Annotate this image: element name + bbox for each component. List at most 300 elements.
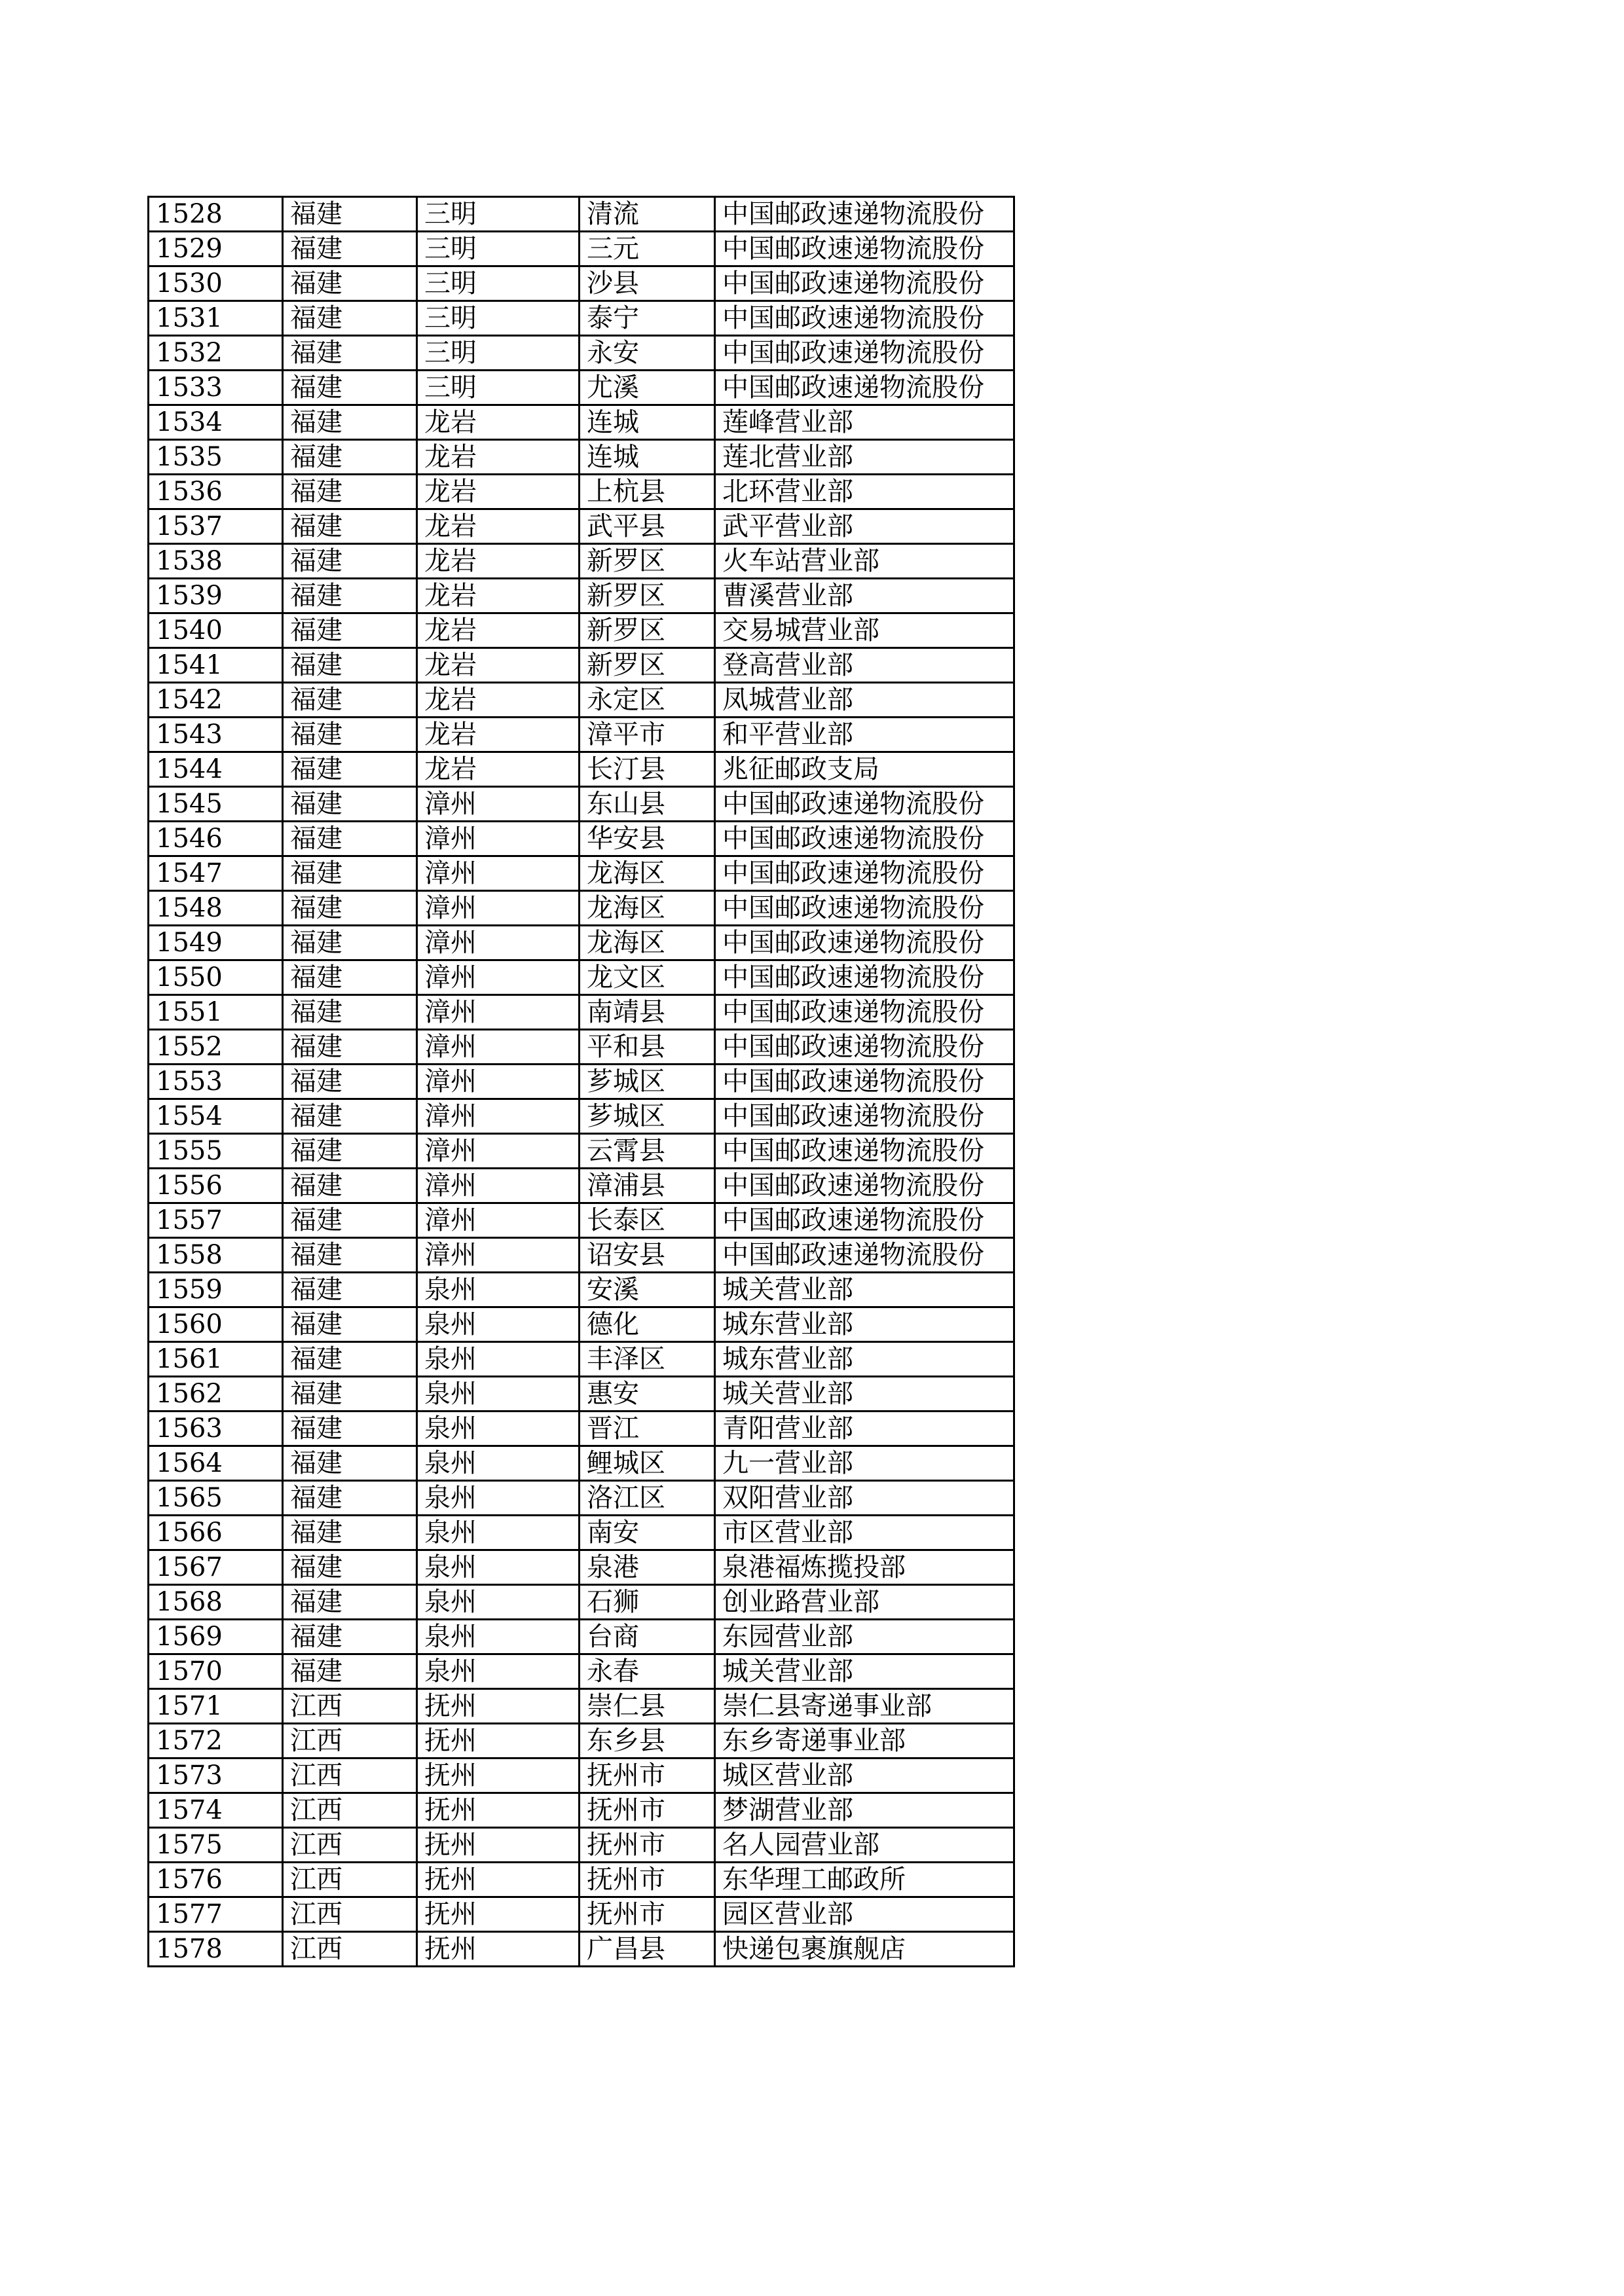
row-number-cell: 1569	[149, 1620, 283, 1654]
province-cell: 福建	[283, 960, 417, 995]
province-cell: 福建	[283, 544, 417, 579]
province-cell: 福建	[283, 1342, 417, 1377]
table-row	[149, 1758, 1014, 1793]
row-number-cell: 1563	[149, 1412, 283, 1446]
table-row	[149, 1030, 1014, 1065]
row-number-cell: 1570	[149, 1654, 283, 1689]
table-row	[149, 1932, 1014, 1967]
county-cell: 云霄县	[580, 1134, 715, 1169]
county-cell: 龙海区	[580, 926, 715, 960]
table-row	[149, 232, 1014, 266]
data-table	[147, 196, 1015, 1967]
row-number-cell: 1539	[149, 579, 283, 613]
city-cell: 泉州	[417, 1412, 580, 1446]
table-row	[149, 822, 1014, 856]
outlet-name-cell: 莲北营业部	[715, 440, 1014, 475]
city-cell: 泉州	[417, 1585, 580, 1620]
table-row	[149, 752, 1014, 787]
outlet-name-cell: 凤城营业部	[715, 683, 1014, 718]
province-cell: 江西	[283, 1828, 417, 1863]
outlet-name-cell: 中国邮政速递物流股份	[715, 995, 1014, 1030]
county-cell: 永安	[580, 336, 715, 371]
outlet-name-cell: 城区营业部	[715, 1758, 1014, 1793]
county-cell: 东山县	[580, 787, 715, 822]
city-cell: 漳州	[417, 1169, 580, 1203]
province-cell: 福建	[283, 475, 417, 509]
county-cell: 丰泽区	[580, 1342, 715, 1377]
county-cell: 安溪	[580, 1273, 715, 1307]
county-cell: 三元	[580, 232, 715, 266]
province-cell: 福建	[283, 509, 417, 544]
outlet-name-cell: 快递包裹旗舰店	[715, 1932, 1014, 1967]
province-cell: 福建	[283, 926, 417, 960]
row-number-cell: 1573	[149, 1758, 283, 1793]
outlet-name-cell: 中国邮政速递物流股份	[715, 926, 1014, 960]
row-number-cell: 1568	[149, 1585, 283, 1620]
row-number-cell: 1542	[149, 683, 283, 718]
province-cell: 福建	[283, 301, 417, 336]
city-cell: 抚州	[417, 1863, 580, 1897]
row-number-cell: 1567	[149, 1550, 283, 1585]
row-number-cell: 1572	[149, 1724, 283, 1758]
county-cell: 洛江区	[580, 1481, 715, 1516]
county-cell: 石狮	[580, 1585, 715, 1620]
city-cell: 泉州	[417, 1342, 580, 1377]
county-cell: 长泰区	[580, 1203, 715, 1238]
table-row	[149, 648, 1014, 683]
city-cell: 漳州	[417, 856, 580, 891]
county-cell: 新罗区	[580, 613, 715, 648]
city-cell: 漳州	[417, 926, 580, 960]
city-cell: 龙岩	[417, 405, 580, 440]
county-cell: 龙文区	[580, 960, 715, 995]
city-cell: 三明	[417, 371, 580, 405]
table-row	[149, 1550, 1014, 1585]
table-row	[149, 1065, 1014, 1099]
city-cell: 泉州	[417, 1446, 580, 1481]
table-row	[149, 1446, 1014, 1481]
row-number-cell: 1535	[149, 440, 283, 475]
outlet-name-cell: 泉港福炼揽投部	[715, 1550, 1014, 1585]
table-row	[149, 1828, 1014, 1863]
outlet-name-cell: 中国邮政速递物流股份	[715, 1065, 1014, 1099]
city-cell: 龙岩	[417, 648, 580, 683]
row-number-cell: 1578	[149, 1932, 283, 1967]
outlet-name-cell: 中国邮政速递物流股份	[715, 1134, 1014, 1169]
row-number-cell: 1558	[149, 1238, 283, 1273]
outlet-name-cell: 曹溪营业部	[715, 579, 1014, 613]
county-cell: 泰宁	[580, 301, 715, 336]
county-cell: 广昌县	[580, 1932, 715, 1967]
city-cell: 漳州	[417, 1238, 580, 1273]
city-cell: 龙岩	[417, 509, 580, 544]
county-cell: 南靖县	[580, 995, 715, 1030]
table-row	[149, 1307, 1014, 1342]
table-row	[149, 960, 1014, 995]
row-number-cell: 1571	[149, 1689, 283, 1724]
outlet-name-cell: 中国邮政速递物流股份	[715, 266, 1014, 301]
row-number-cell: 1533	[149, 371, 283, 405]
table-row	[149, 1689, 1014, 1724]
outlet-name-cell: 梦湖营业部	[715, 1793, 1014, 1828]
city-cell: 抚州	[417, 1793, 580, 1828]
city-cell: 龙岩	[417, 475, 580, 509]
province-cell: 福建	[283, 1654, 417, 1689]
row-number-cell: 1559	[149, 1273, 283, 1307]
province-cell: 福建	[283, 1377, 417, 1412]
province-cell: 福建	[283, 1620, 417, 1654]
outlet-name-cell: 中国邮政速递物流股份	[715, 197, 1014, 232]
county-cell: 尤溪	[580, 371, 715, 405]
province-cell: 江西	[283, 1758, 417, 1793]
outlet-name-cell: 园区营业部	[715, 1897, 1014, 1932]
row-number-cell: 1561	[149, 1342, 283, 1377]
row-number-cell: 1530	[149, 266, 283, 301]
outlet-name-cell: 九一营业部	[715, 1446, 1014, 1481]
outlet-name-cell: 创业路营业部	[715, 1585, 1014, 1620]
outlet-name-cell: 城东营业部	[715, 1307, 1014, 1342]
county-cell: 抚州市	[580, 1793, 715, 1828]
table-row	[149, 718, 1014, 752]
table-body	[149, 197, 1014, 1967]
province-cell: 福建	[283, 336, 417, 371]
county-cell: 东乡县	[580, 1724, 715, 1758]
table-row	[149, 1377, 1014, 1412]
city-cell: 抚州	[417, 1828, 580, 1863]
city-cell: 泉州	[417, 1377, 580, 1412]
outlet-name-cell: 和平营业部	[715, 718, 1014, 752]
table-row	[149, 1169, 1014, 1203]
outlet-name-cell: 城东营业部	[715, 1342, 1014, 1377]
county-cell: 连城	[580, 440, 715, 475]
province-cell: 福建	[283, 197, 417, 232]
city-cell: 漳州	[417, 822, 580, 856]
row-number-cell: 1560	[149, 1307, 283, 1342]
province-cell: 福建	[283, 683, 417, 718]
county-cell: 抚州市	[580, 1828, 715, 1863]
county-cell: 鲤城区	[580, 1446, 715, 1481]
county-cell: 漳平市	[580, 718, 715, 752]
table-row	[149, 995, 1014, 1030]
table-row	[149, 1481, 1014, 1516]
table-row	[149, 1203, 1014, 1238]
province-cell: 福建	[283, 1412, 417, 1446]
outlet-name-cell: 双阳营业部	[715, 1481, 1014, 1516]
table-row	[149, 787, 1014, 822]
row-number-cell: 1532	[149, 336, 283, 371]
province-cell: 江西	[283, 1724, 417, 1758]
row-number-cell: 1540	[149, 613, 283, 648]
table-row	[149, 891, 1014, 926]
outlet-name-cell: 中国邮政速递物流股份	[715, 1099, 1014, 1134]
province-cell: 福建	[283, 1169, 417, 1203]
county-cell: 华安县	[580, 822, 715, 856]
county-cell: 龙海区	[580, 856, 715, 891]
outlet-name-cell: 崇仁县寄递事业部	[715, 1689, 1014, 1724]
city-cell: 抚州	[417, 1758, 580, 1793]
city-cell: 漳州	[417, 891, 580, 926]
row-number-cell: 1541	[149, 648, 283, 683]
province-cell: 福建	[283, 371, 417, 405]
province-cell: 福建	[283, 232, 417, 266]
row-number-cell: 1552	[149, 1030, 283, 1065]
city-cell: 泉州	[417, 1273, 580, 1307]
table-row	[149, 475, 1014, 509]
outlet-name-cell: 中国邮政速递物流股份	[715, 232, 1014, 266]
city-cell: 漳州	[417, 1065, 580, 1099]
table-row	[149, 1654, 1014, 1689]
outlet-name-cell: 北环营业部	[715, 475, 1014, 509]
row-number-cell: 1528	[149, 197, 283, 232]
table-row	[149, 509, 1014, 544]
county-cell: 新罗区	[580, 544, 715, 579]
city-cell: 泉州	[417, 1481, 580, 1516]
province-cell: 福建	[283, 648, 417, 683]
table-row	[149, 1724, 1014, 1758]
outlet-name-cell: 东园营业部	[715, 1620, 1014, 1654]
row-number-cell: 1529	[149, 232, 283, 266]
row-number-cell: 1550	[149, 960, 283, 995]
province-cell: 福建	[283, 1099, 417, 1134]
county-cell: 漳浦县	[580, 1169, 715, 1203]
province-cell: 福建	[283, 405, 417, 440]
county-cell: 平和县	[580, 1030, 715, 1065]
outlet-name-cell: 兆征邮政支局	[715, 752, 1014, 787]
outlet-name-cell: 中国邮政速递物流股份	[715, 1203, 1014, 1238]
province-cell: 福建	[283, 995, 417, 1030]
province-cell: 福建	[283, 266, 417, 301]
province-cell: 福建	[283, 1273, 417, 1307]
city-cell: 抚州	[417, 1897, 580, 1932]
row-number-cell: 1536	[149, 475, 283, 509]
row-number-cell: 1575	[149, 1828, 283, 1863]
outlet-name-cell: 城关营业部	[715, 1273, 1014, 1307]
row-number-cell: 1549	[149, 926, 283, 960]
row-number-cell: 1537	[149, 509, 283, 544]
province-cell: 福建	[283, 579, 417, 613]
county-cell: 清流	[580, 197, 715, 232]
outlet-name-cell: 交易城营业部	[715, 613, 1014, 648]
city-cell: 漳州	[417, 995, 580, 1030]
table-row	[149, 1516, 1014, 1550]
outlet-name-cell: 火车站营业部	[715, 544, 1014, 579]
city-cell: 漳州	[417, 1134, 580, 1169]
row-number-cell: 1538	[149, 544, 283, 579]
row-number-cell: 1543	[149, 718, 283, 752]
table-row	[149, 1342, 1014, 1377]
province-cell: 福建	[283, 1030, 417, 1065]
row-number-cell: 1577	[149, 1897, 283, 1932]
row-number-cell: 1553	[149, 1065, 283, 1099]
outlet-name-cell: 中国邮政速递物流股份	[715, 856, 1014, 891]
county-cell: 泉港	[580, 1550, 715, 1585]
outlet-name-cell: 东华理工邮政所	[715, 1863, 1014, 1897]
city-cell: 龙岩	[417, 613, 580, 648]
city-cell: 抚州	[417, 1932, 580, 1967]
city-cell: 龙岩	[417, 544, 580, 579]
county-cell: 芗城区	[580, 1065, 715, 1099]
city-cell: 龙岩	[417, 718, 580, 752]
province-cell: 江西	[283, 1897, 417, 1932]
table-row	[149, 856, 1014, 891]
province-cell: 福建	[283, 787, 417, 822]
row-number-cell: 1556	[149, 1169, 283, 1203]
city-cell: 龙岩	[417, 752, 580, 787]
county-cell: 晋江	[580, 1412, 715, 1446]
city-cell: 漳州	[417, 787, 580, 822]
table-row	[149, 1897, 1014, 1932]
city-cell: 三明	[417, 266, 580, 301]
county-cell: 武平县	[580, 509, 715, 544]
table-row	[149, 1620, 1014, 1654]
province-cell: 福建	[283, 440, 417, 475]
city-cell: 抚州	[417, 1724, 580, 1758]
table-row	[149, 579, 1014, 613]
province-cell: 江西	[283, 1863, 417, 1897]
table-row	[149, 1238, 1014, 1273]
county-cell: 惠安	[580, 1377, 715, 1412]
table-row	[149, 405, 1014, 440]
table-row	[149, 336, 1014, 371]
outlet-name-cell: 中国邮政速递物流股份	[715, 336, 1014, 371]
province-cell: 江西	[283, 1793, 417, 1828]
row-number-cell: 1547	[149, 856, 283, 891]
province-cell: 福建	[283, 1203, 417, 1238]
row-number-cell: 1574	[149, 1793, 283, 1828]
province-cell: 江西	[283, 1932, 417, 1967]
city-cell: 抚州	[417, 1689, 580, 1724]
province-cell: 福建	[283, 1238, 417, 1273]
outlet-name-cell: 中国邮政速递物流股份	[715, 301, 1014, 336]
county-cell: 德化	[580, 1307, 715, 1342]
table-row	[149, 1099, 1014, 1134]
outlet-name-cell: 青阳营业部	[715, 1412, 1014, 1446]
table-row	[149, 1273, 1014, 1307]
row-number-cell: 1531	[149, 301, 283, 336]
county-cell: 上杭县	[580, 475, 715, 509]
province-cell: 福建	[283, 613, 417, 648]
province-cell: 福建	[283, 1585, 417, 1620]
city-cell: 漳州	[417, 960, 580, 995]
row-number-cell: 1548	[149, 891, 283, 926]
county-cell: 长汀县	[580, 752, 715, 787]
city-cell: 龙岩	[417, 683, 580, 718]
row-number-cell: 1566	[149, 1516, 283, 1550]
city-cell: 泉州	[417, 1307, 580, 1342]
county-cell: 抚州市	[580, 1758, 715, 1793]
row-number-cell: 1565	[149, 1481, 283, 1516]
city-cell: 泉州	[417, 1550, 580, 1585]
city-cell: 漳州	[417, 1030, 580, 1065]
row-number-cell: 1534	[149, 405, 283, 440]
county-cell: 新罗区	[580, 648, 715, 683]
province-cell: 福建	[283, 1065, 417, 1099]
outlet-name-cell: 中国邮政速递物流股份	[715, 371, 1014, 405]
table-row	[149, 683, 1014, 718]
table-row	[149, 1793, 1014, 1828]
county-cell: 芗城区	[580, 1099, 715, 1134]
city-cell: 漳州	[417, 1099, 580, 1134]
outlet-name-cell: 中国邮政速递物流股份	[715, 1030, 1014, 1065]
outlet-name-cell: 东乡寄递事业部	[715, 1724, 1014, 1758]
county-cell: 新罗区	[580, 579, 715, 613]
row-number-cell: 1544	[149, 752, 283, 787]
row-number-cell: 1545	[149, 787, 283, 822]
city-cell: 三明	[417, 197, 580, 232]
county-cell: 永定区	[580, 683, 715, 718]
county-cell: 崇仁县	[580, 1689, 715, 1724]
row-number-cell: 1557	[149, 1203, 283, 1238]
province-cell: 江西	[283, 1689, 417, 1724]
row-number-cell: 1562	[149, 1377, 283, 1412]
row-number-cell: 1576	[149, 1863, 283, 1897]
outlet-name-cell: 中国邮政速递物流股份	[715, 822, 1014, 856]
table-row	[149, 266, 1014, 301]
outlet-name-cell: 市区营业部	[715, 1516, 1014, 1550]
province-cell: 福建	[283, 1516, 417, 1550]
province-cell: 福建	[283, 1481, 417, 1516]
province-cell: 福建	[283, 891, 417, 926]
outlet-name-cell: 中国邮政速递物流股份	[715, 960, 1014, 995]
county-cell: 永春	[580, 1654, 715, 1689]
city-cell: 泉州	[417, 1654, 580, 1689]
province-cell: 福建	[283, 1446, 417, 1481]
city-cell: 漳州	[417, 1203, 580, 1238]
county-cell: 龙海区	[580, 891, 715, 926]
county-cell: 连城	[580, 405, 715, 440]
table-row	[149, 1863, 1014, 1897]
table-row	[149, 613, 1014, 648]
outlet-name-cell: 中国邮政速递物流股份	[715, 1238, 1014, 1273]
county-cell: 抚州市	[580, 1897, 715, 1932]
province-cell: 福建	[283, 1134, 417, 1169]
outlet-name-cell: 中国邮政速递物流股份	[715, 1169, 1014, 1203]
outlet-name-cell: 武平营业部	[715, 509, 1014, 544]
county-cell: 诏安县	[580, 1238, 715, 1273]
row-number-cell: 1546	[149, 822, 283, 856]
outlet-name-cell: 中国邮政速递物流股份	[715, 891, 1014, 926]
province-cell: 福建	[283, 822, 417, 856]
county-cell: 台商	[580, 1620, 715, 1654]
outlet-name-cell: 中国邮政速递物流股份	[715, 787, 1014, 822]
outlet-name-cell: 名人园营业部	[715, 1828, 1014, 1863]
outlet-name-cell: 莲峰营业部	[715, 405, 1014, 440]
city-cell: 龙岩	[417, 579, 580, 613]
city-cell: 三明	[417, 336, 580, 371]
province-cell: 福建	[283, 1307, 417, 1342]
county-cell: 抚州市	[580, 1863, 715, 1897]
row-number-cell: 1554	[149, 1099, 283, 1134]
table-row	[149, 544, 1014, 579]
city-cell: 龙岩	[417, 440, 580, 475]
city-cell: 泉州	[417, 1620, 580, 1654]
table-row	[149, 1134, 1014, 1169]
table-row	[149, 440, 1014, 475]
province-cell: 福建	[283, 856, 417, 891]
row-number-cell: 1555	[149, 1134, 283, 1169]
province-cell: 福建	[283, 1550, 417, 1585]
outlet-name-cell: 城关营业部	[715, 1377, 1014, 1412]
outlet-name-cell: 登高营业部	[715, 648, 1014, 683]
outlet-name-cell: 城关营业部	[715, 1654, 1014, 1689]
row-number-cell: 1551	[149, 995, 283, 1030]
table-row	[149, 371, 1014, 405]
row-number-cell: 1564	[149, 1446, 283, 1481]
county-cell: 南安	[580, 1516, 715, 1550]
province-cell: 福建	[283, 718, 417, 752]
table-row	[149, 926, 1014, 960]
city-cell: 泉州	[417, 1516, 580, 1550]
